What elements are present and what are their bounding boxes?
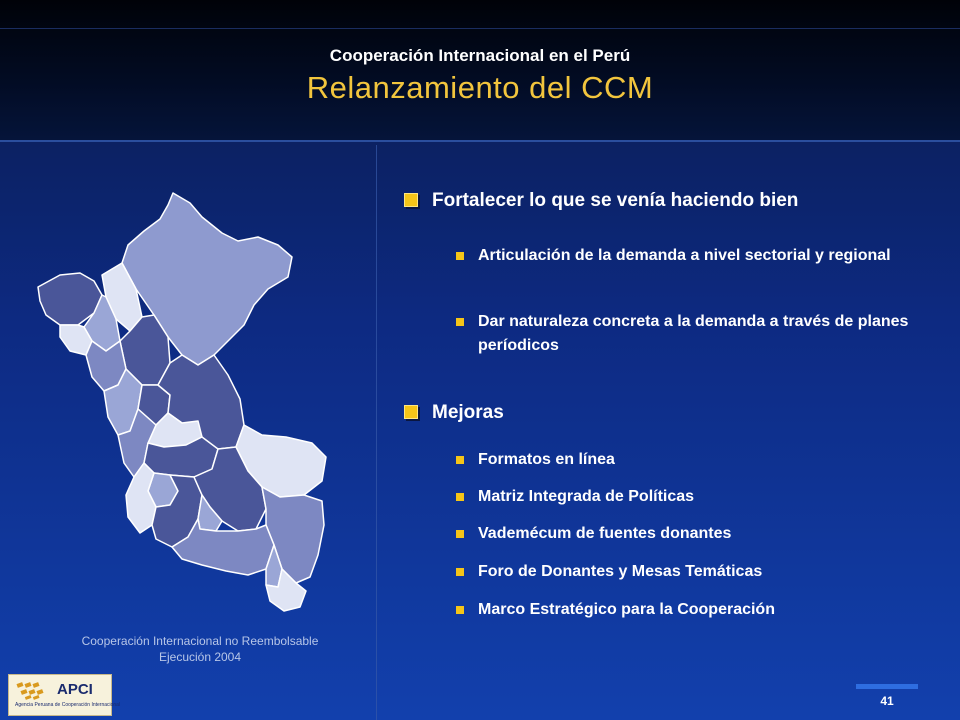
section-bullet-icon — [404, 405, 418, 419]
header-divider-line — [0, 28, 960, 29]
page-number: 41 — [880, 694, 894, 708]
section-bullet-icon — [404, 193, 418, 207]
square-bullet-icon — [456, 530, 464, 538]
square-bullet-icon — [456, 493, 464, 501]
logo-tagline: Agencia Peruana de Cooperación Internacional — [15, 702, 121, 708]
square-bullet-icon — [456, 456, 464, 464]
list-item-text: Formatos en línea — [478, 451, 615, 468]
list-item-text: Vademécum de fuentes donantes — [478, 525, 732, 542]
map-caption — [50, 633, 350, 665]
section-heading: Fortalecer lo que se venía haciendo bien — [432, 190, 799, 211]
map-caption-line-1: Cooperación Internacional no Reembolsable — [81, 634, 319, 648]
list-item-text: Marco Estratégico para la Cooperación — [478, 601, 775, 618]
slide-header — [0, 0, 960, 142]
list-item-text: Foro de Donantes y Mesas Temáticas — [478, 563, 763, 580]
apci-emblem-icon — [15, 681, 53, 701]
list-item-text: Matriz Integrada de Políticas — [478, 488, 695, 505]
logo-text: APCI — [57, 681, 93, 698]
apci-logo — [8, 674, 121, 716]
peru-map — [30, 185, 340, 620]
square-bullet-icon — [456, 318, 464, 326]
square-bullet-icon — [456, 568, 464, 576]
region-ica — [126, 463, 156, 533]
list-item-text: Dar naturaleza concreta a la demanda a través de planes períodicos — [478, 313, 909, 354]
section-heading: Mejoras — [432, 402, 504, 423]
vertical-divider — [376, 145, 377, 720]
slide-title: Relanzamiento del CCM — [306, 70, 654, 105]
slide-subtitle: Cooperación Internacional en el Perú — [329, 46, 631, 65]
map-caption-line-2: Ejecución 2004 — [158, 650, 242, 664]
list-item-text: Articulación de la demanda a nivel sectorial y regional — [478, 247, 891, 264]
square-bullet-icon — [456, 606, 464, 614]
page-number-bar — [856, 684, 918, 689]
square-bullet-icon — [456, 252, 464, 260]
